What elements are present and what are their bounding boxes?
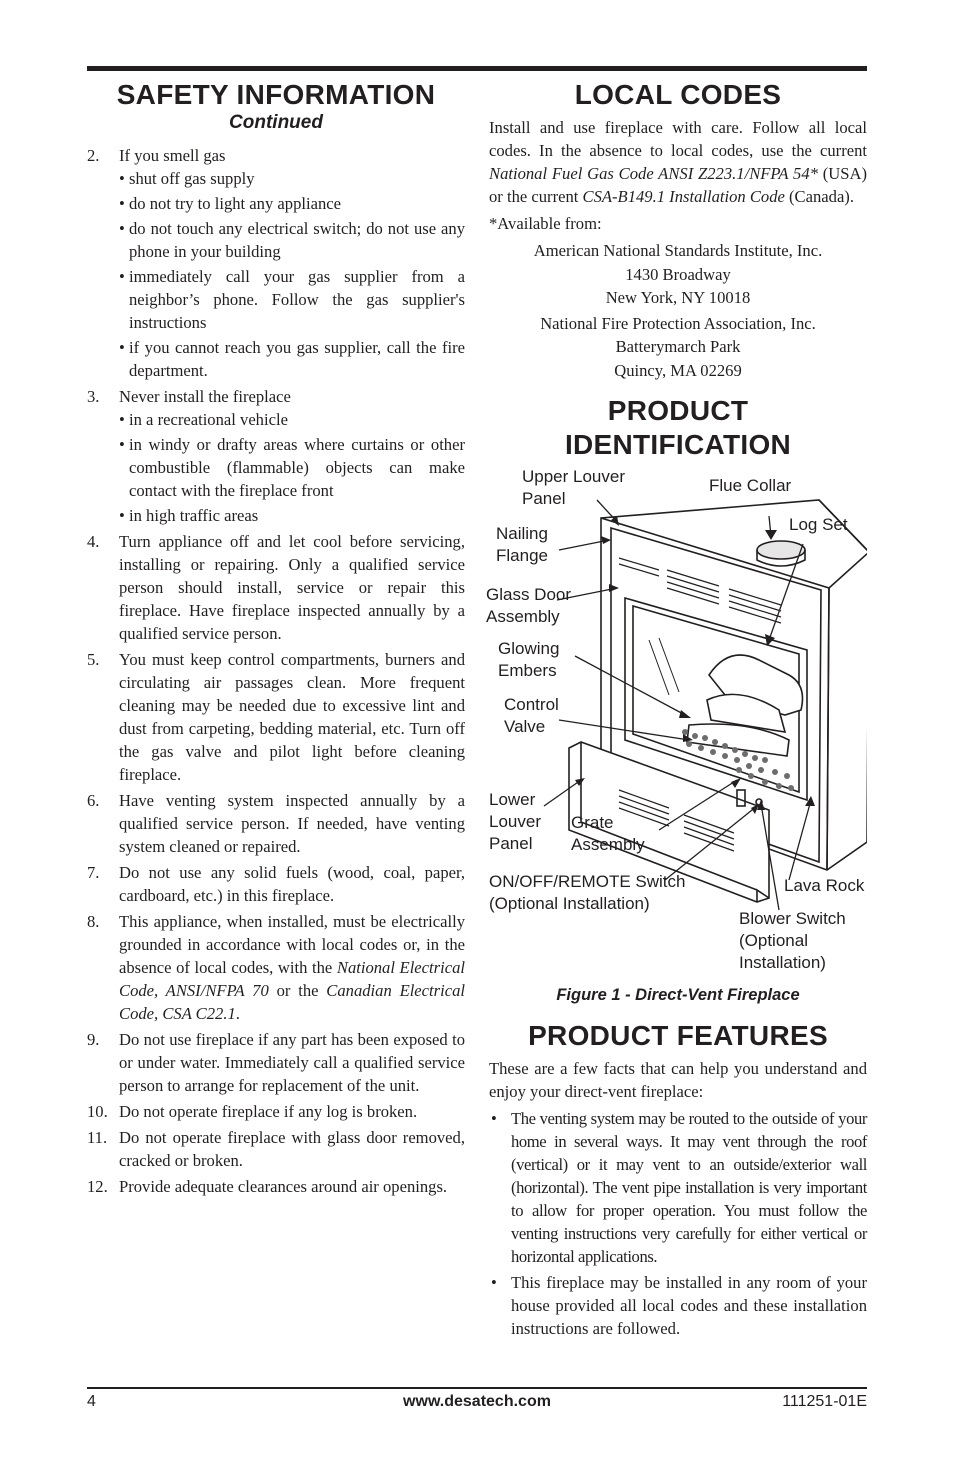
product-id-title-line1: PRODUCT — [607, 395, 749, 426]
safety-section — [87, 78, 465, 1201]
fireplace-diagram — [486, 467, 867, 990]
label-glass-door — [486, 584, 571, 628]
page-number: 4 — [87, 1393, 96, 1410]
item-text: Do not operate fireplace with glass door removed, cracked or broken. — [119, 1128, 465, 1170]
item-number: 8. — [87, 912, 100, 931]
label-line: Control — [504, 695, 559, 714]
item-text: This appliance, when installed, must be electrically grounded in accordance with local codes or, in the absence of local codes, with the — [119, 912, 465, 977]
label-line: Panel — [522, 489, 566, 508]
address-ansi — [489, 239, 867, 310]
bullet-item: • if you cannot reach you gas supplier, call the fire department. — [119, 336, 465, 382]
local-codes-csa: CSA-B149.1 Installation Code — [582, 187, 785, 206]
item-number: 6. — [87, 791, 100, 810]
safety-item — [87, 1126, 465, 1172]
item-text: Provide adequate clearances around air openings. — [119, 1177, 448, 1196]
label-line: Upper Louver — [522, 467, 626, 486]
label-glowing-embers — [498, 638, 559, 682]
item-text: National Electrical Code, ANSI/NFPA 70 — [119, 958, 465, 1000]
feature-item: • The venting system may be routed to the outside of your home in several ways. It may vent through the roof (vertical) or it may vent to an outside/exterior wall (horizontal). The vent pipe installation is very important to allow for proper operation. You must follow the venting instructions very carefully for either vertical or horizontal applications. — [489, 1107, 867, 1268]
label-line: (Optional — [739, 931, 808, 950]
safety-item — [87, 1175, 465, 1198]
safety-item — [87, 910, 465, 1025]
item-number: 3. — [87, 387, 100, 406]
address-line: New York, NY 10018 — [605, 288, 751, 307]
address-line: Quincy, MA 02269 — [614, 360, 742, 380]
label-line: ON/OFF/REMOTE Switch — [489, 872, 686, 891]
bullet-item: • shut off gas supply — [119, 167, 465, 190]
item-text: Never install the fireplace — [119, 387, 291, 406]
features-title: PRODUCT FEATURES — [528, 1020, 828, 1051]
label-line: (Optional Installation) — [489, 894, 650, 913]
features-list — [489, 1107, 867, 1340]
label-blower-switch — [739, 908, 846, 974]
label-line: Glass Door — [486, 585, 572, 604]
right-column — [486, 78, 867, 1343]
label-line: Louver — [489, 812, 541, 831]
local-codes-text-c: (Canada). — [784, 187, 854, 206]
label-upper-louver — [522, 466, 625, 510]
item-text: . — [235, 1004, 240, 1023]
address-line: National Fire Protection Association, Inc. — [540, 313, 816, 333]
bullet-item: • in windy or drafty areas where curtains or other combustible (flammable) objects can make contact with the fireplace front — [119, 433, 465, 502]
local-codes-title: LOCAL CODES — [574, 79, 782, 110]
bullet-list — [109, 167, 465, 382]
item-number: 2. — [87, 146, 100, 165]
label-lower-louver — [489, 789, 541, 855]
label-line: Valve — [504, 717, 546, 736]
label-line: Assembly — [486, 607, 560, 626]
label-control-valve — [504, 694, 559, 738]
item-text: If you smell gas — [119, 146, 226, 165]
label-line: Embers — [498, 661, 557, 680]
local-codes-nfgc: National Fuel Gas Code ANSI Z223.1/NFPA 54* — [489, 164, 818, 183]
safety-list — [87, 144, 465, 1198]
label-flue-collar: Flue Collar — [709, 476, 792, 495]
item-text: You must keep control compartments, burners and circulating air passages clean. More frequent cleaning may be needed due to excessive lint and dust from carpeting, bedding material, etc. Turn off the gas valve and pilot light before cleaning fireplace. — [119, 650, 465, 784]
bullet-item: • in a recreational vehicle — [119, 408, 465, 431]
product-id-title-line2: IDENTIFICATION — [564, 429, 792, 460]
safety-item — [87, 385, 465, 527]
label-lava-rock: Lava Rock — [784, 876, 865, 895]
page-footer — [87, 1393, 867, 1415]
label-line: Flange — [496, 546, 548, 565]
label-grate-assembly — [571, 812, 645, 856]
safety-item — [87, 648, 465, 786]
bullet-list — [109, 408, 465, 527]
label-line: Panel — [489, 834, 533, 853]
safety-item — [87, 789, 465, 858]
safety-item — [87, 530, 465, 645]
item-text: Do not use fireplace if any part has been exposed to or under water. Immediately call a qualified service person to arrange for replacement of the unit. — [119, 1030, 465, 1095]
safety-item — [87, 1028, 465, 1097]
bullet-item: • immediately call your gas supplier from a neighbor’s phone. Follow the gas supplier's instructions — [119, 265, 465, 334]
item-text: Have venting system inspected annually by a qualified service person. If needed, have venting system cleaned or repaired. — [119, 791, 465, 856]
address-nfpa — [489, 312, 867, 383]
label-line: Lower — [489, 790, 536, 809]
local-codes-paragraph — [489, 116, 867, 208]
bullet-item: • do not touch any electrical switch; do not use any phone in your building — [119, 217, 465, 263]
top-rule — [87, 66, 867, 71]
label-line: Nailing — [496, 524, 548, 543]
item-number: 10. — [87, 1102, 108, 1121]
bottom-rule — [87, 1387, 867, 1389]
label-line: Grate — [571, 813, 614, 832]
item-number: 5. — [87, 650, 100, 669]
local-codes-text-b: (USA) or the current — [489, 164, 867, 206]
address-line: American National Standards Institute, Inc. — [533, 241, 823, 260]
available-from: *Available from: — [489, 214, 602, 233]
label-line: Blower Switch — [739, 909, 846, 928]
label-onoff-switch — [489, 871, 685, 915]
item-number: 7. — [87, 863, 100, 882]
product-id-title — [489, 394, 867, 462]
item-number: 9. — [87, 1030, 100, 1049]
item-number: 12. — [87, 1177, 108, 1196]
label-line: Glowing — [498, 639, 560, 658]
label-log-set: Log Set — [789, 515, 848, 534]
item-text: Do not use any solid fuels (wood, coal, paper, cardboard, etc.) in this fireplace. — [119, 863, 465, 905]
safety-item — [87, 1100, 465, 1123]
item-text: Turn appliance off and let cool before servicing, installing or repairing. Only a qualified service person should install, service or repair this fireplace. Have fireplace inspected annually by a qualified service person. — [119, 532, 465, 643]
safety-item — [87, 144, 465, 382]
features-intro: These are a few facts that can help you understand and enjoy your direct-vent fireplace: — [489, 1059, 867, 1101]
figure-caption: Figure 1 - Direct-Vent Fireplace — [556, 986, 800, 1004]
address-line: Batterymarch Park — [615, 337, 741, 356]
safety-title: SAFETY INFORMATION — [116, 79, 436, 110]
document-code: 111251-01E — [782, 1393, 867, 1410]
label-line: Assembly — [571, 835, 645, 854]
local-codes-text-a: Install and use fireplace with care. Follow all local codes. In the absence to local codes, use the current — [489, 118, 867, 160]
label-nailing-flange — [496, 523, 548, 567]
item-text: Do not operate fireplace if any log is broken. — [119, 1102, 418, 1121]
item-text: Canadian Electrical Code, CSA C22.1 — [119, 981, 465, 1023]
bullet-item: • in high traffic areas — [119, 504, 465, 527]
feature-item: • This fireplace may be installed in any room of your house provided all local codes and these installation instructions are followed. — [489, 1271, 867, 1340]
website-link[interactable]: www.desatech.com — [403, 1393, 551, 1410]
item-number: 4. — [87, 532, 100, 551]
address-line: 1430 Broadway — [625, 264, 731, 284]
item-text: or the — [268, 981, 327, 1000]
safety-item — [87, 861, 465, 907]
bullet-item: • do not try to light any appliance — [119, 192, 465, 215]
item-number: 11. — [87, 1128, 108, 1147]
label-line: Installation) — [739, 953, 826, 972]
safety-subtitle: Continued — [229, 112, 323, 133]
